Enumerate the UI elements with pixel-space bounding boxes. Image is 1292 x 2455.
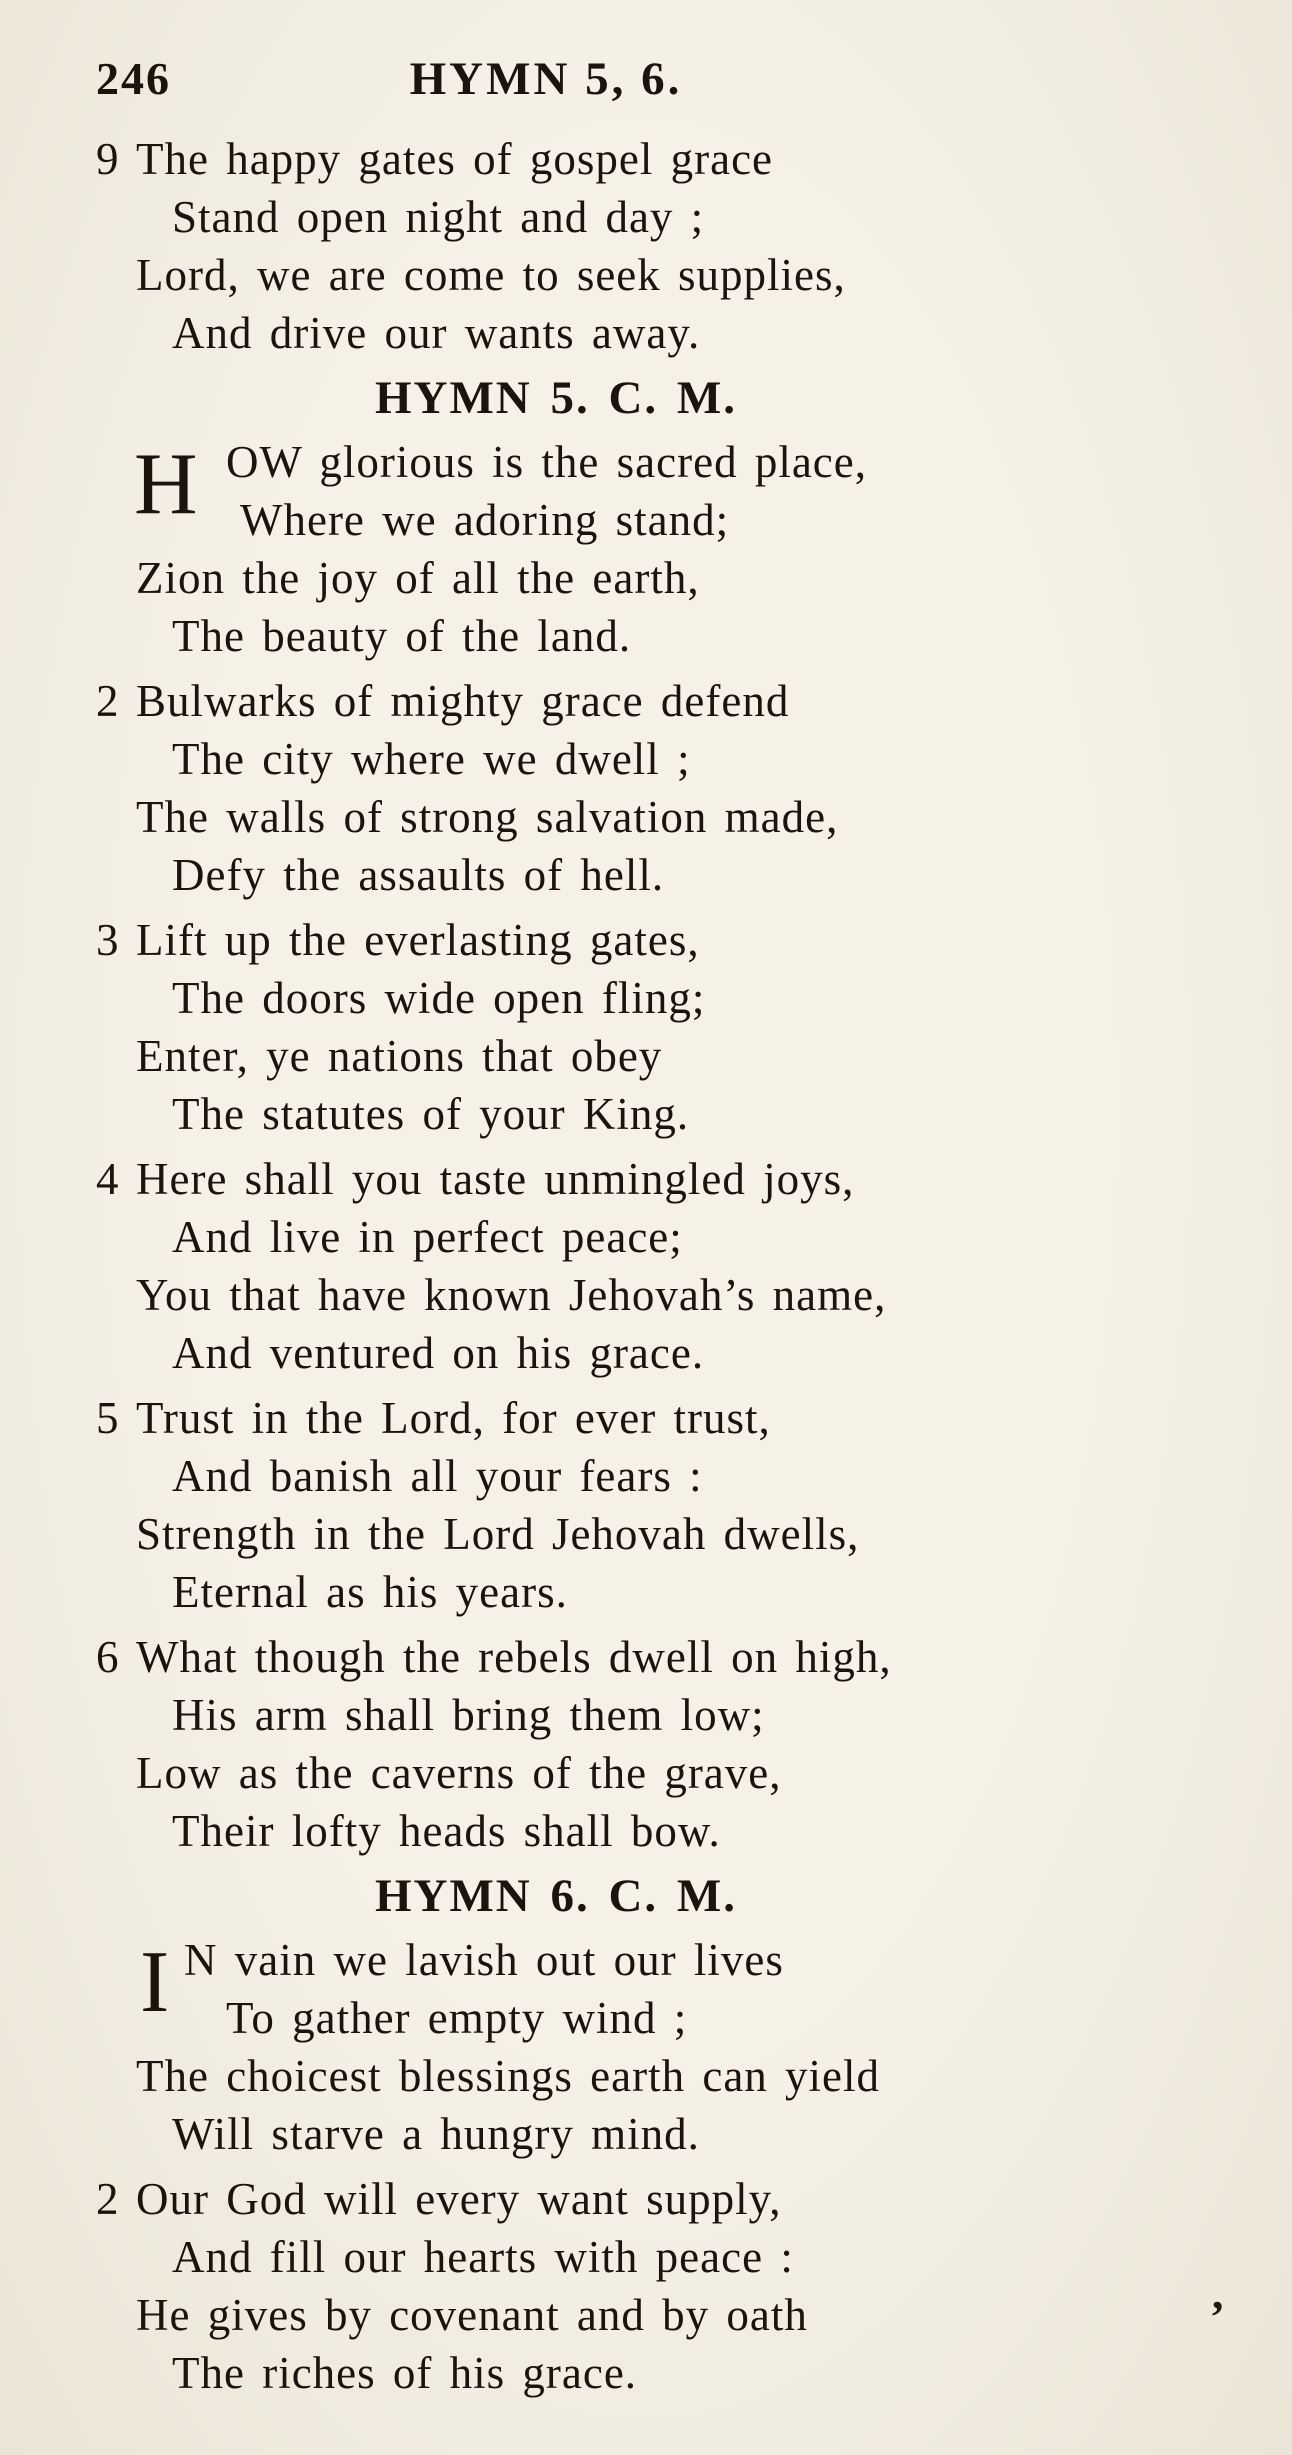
verse-line bbox=[0, 911, 1292, 969]
hymn6-heading: HYMN 6. C. M. bbox=[374, 1870, 738, 1922]
verse-line: Defy the assaults of hell. bbox=[172, 850, 665, 900]
verse-line: Will starve a hungry mind. bbox=[172, 2109, 700, 2159]
verse-line: The doors wide open fling; bbox=[172, 973, 706, 1023]
stanza-3-hymn5 bbox=[0, 911, 1292, 1143]
verse-text: Lift up the everlasting gates, bbox=[136, 915, 700, 965]
verse-line: Strength in the Lord Jehovah dwells, bbox=[136, 1509, 860, 1559]
stanza-2-hymn5 bbox=[0, 672, 1292, 904]
verse-text: Here shall you taste unmingled joys, bbox=[136, 1154, 855, 1204]
stanza-1-hymn6 bbox=[0, 1931, 1292, 2163]
stanza-4-hymn5 bbox=[0, 1150, 1292, 1382]
verse-text: Bulwarks of mighty grace defend bbox=[136, 676, 790, 726]
stanza-2-hymn6 bbox=[0, 2170, 1292, 2402]
ink-blot-mark: ’ bbox=[1209, 2291, 1225, 2342]
verse-number: 5 bbox=[96, 1393, 120, 1443]
verse-line bbox=[0, 2170, 1292, 2228]
verse-line: His arm shall bring them low; bbox=[172, 1690, 765, 1740]
verse-line: The choicest blessings earth can yield bbox=[136, 2051, 881, 2101]
dropcap-letter: I bbox=[140, 1934, 171, 2031]
hymn-text bbox=[0, 130, 1292, 2402]
stanza-1-hymn5 bbox=[0, 433, 1292, 665]
verse-line: OW glorious is the sacred place, bbox=[226, 437, 867, 487]
verse-line: And fill our hearts with peace : bbox=[172, 2232, 794, 2282]
verse-line bbox=[0, 130, 1292, 188]
stanza-9-prev-hymn bbox=[0, 130, 1292, 362]
verse-line: N vain we lavish out our lives bbox=[184, 1935, 784, 1985]
verse-text: Trust in the Lord, for ever trust, bbox=[136, 1393, 771, 1443]
verse-line: And banish all your fears : bbox=[172, 1451, 703, 1501]
stanza-5-hymn5 bbox=[0, 1389, 1292, 1621]
verse-text: What though the rebels dwell on high, bbox=[136, 1632, 892, 1682]
verse-line: And ventured on his grace. bbox=[172, 1328, 705, 1378]
verse-line bbox=[0, 672, 1292, 730]
verse-line: To gather empty wind ; bbox=[226, 1993, 688, 2043]
verse-line: Zion the joy of all the earth, bbox=[136, 553, 700, 603]
verse-line: Enter, ye nations that obey bbox=[136, 1031, 663, 1081]
verse-number: 4 bbox=[96, 1154, 120, 1204]
verse-line: You that have known Jehovah’s name, bbox=[136, 1270, 887, 1320]
verse-line bbox=[0, 1150, 1292, 1208]
hymn5-heading: HYMN 5. C. M. bbox=[374, 372, 738, 424]
verse-line: He gives by covenant and by oath bbox=[136, 2290, 808, 2340]
verse-text: The happy gates of gospel grace bbox=[136, 134, 774, 184]
verse-line: Where we adoring stand; bbox=[240, 495, 730, 545]
verse-line: Stand open night and day ; bbox=[172, 192, 705, 242]
verse-line: Their lofty heads shall bow. bbox=[172, 1806, 721, 1856]
verse-number: 2 bbox=[96, 2174, 120, 2224]
verse-number: 2 bbox=[96, 676, 120, 726]
verse-line: And live in perfect peace; bbox=[172, 1212, 683, 1262]
verse-line bbox=[0, 1389, 1292, 1447]
dropcap-letter: H bbox=[134, 436, 199, 533]
stanza-6-hymn5 bbox=[0, 1628, 1292, 1860]
verse-line: The riches of his grace. bbox=[172, 2348, 638, 2398]
verse-line: Lord, we are come to seek supplies, bbox=[136, 250, 846, 300]
verse-line: Low as the caverns of the grave, bbox=[136, 1748, 782, 1798]
verse-line bbox=[0, 1628, 1292, 1686]
verse-line: Eternal as his years. bbox=[172, 1567, 568, 1617]
verse-number: 6 bbox=[96, 1632, 120, 1682]
page-header bbox=[0, 52, 1292, 118]
page-number: 246 bbox=[96, 53, 171, 104]
verse-line: And drive our wants away. bbox=[172, 308, 701, 358]
verse-line: The beauty of the land. bbox=[172, 611, 632, 661]
verse-text: Our God will every want supply, bbox=[136, 2174, 782, 2224]
verse-number: 9 bbox=[96, 134, 120, 184]
verse-line: The statutes of your King. bbox=[172, 1089, 690, 1139]
verse-number: 3 bbox=[96, 915, 120, 965]
running-header: HYMN 5, 6. bbox=[409, 53, 683, 105]
verse-line: The city where we dwell ; bbox=[172, 734, 691, 784]
verse-line: The walls of strong salvation made, bbox=[136, 792, 839, 842]
